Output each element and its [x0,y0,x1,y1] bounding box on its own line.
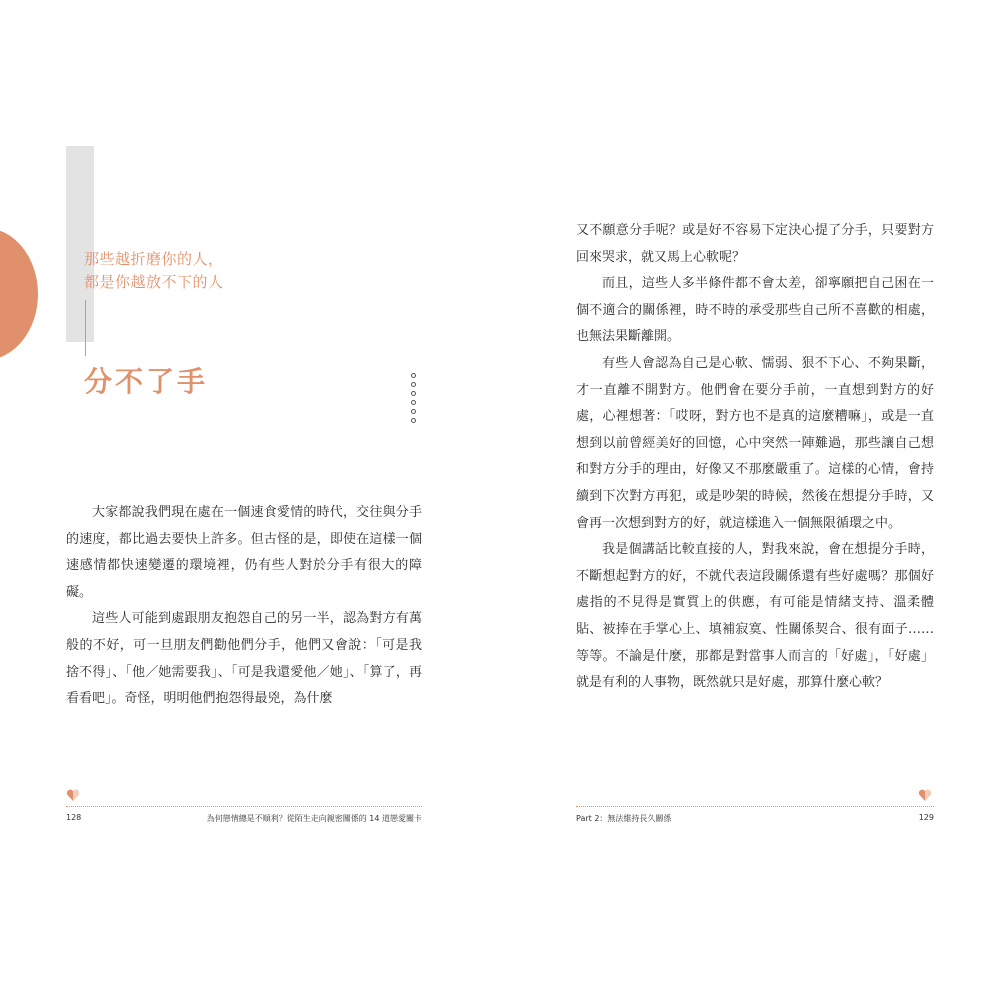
page-number: 129 [918,813,934,822]
paragraph: 而且，這些人多半條件都不會太差，卻寧願把自己困在一個不適合的關係裡，時不時的承受那些自己所不喜歡的相處，也無法果斷離開。 [576,276,934,345]
quote-line: 那些越折磨你的人， [84,250,224,268]
decorative-circle [0,228,38,360]
footer-rule [66,806,422,807]
heart-icon [918,788,932,802]
running-title: Part 2：無法維持長久關係 [576,814,672,823]
paragraph: 又不願意分手呢？或是好不容易下定決心提了分手，只要對方回來哭求，就又馬上心軟呢？ [576,223,934,265]
heart-icon [66,788,80,802]
paragraph: 這些人可能到處跟朋友抱怨自己的另一半，認為對方有萬般的不好，可一旦朋友們勸他們分手，他們又會說：「可是我捨不得」、「他／她需要我」、「可是我還愛他／她」、「算了，再看看吧」。奇怪，明明他們抱怨得最兇，為什麼 [66,611,422,707]
page-number: 128 [66,813,82,822]
running-title: 為何戀情總是不順利？從陌生走向親密關係的 14 道戀愛關卡 [206,814,422,823]
chapter-title: 分不了手 [84,365,209,398]
paragraph: 我是個講話比較直接的人，對我來說，會在想提分手時，不斷想起對方的好，不就代表這段關係還有些好處嗎？那個好處指的不見得是實質上的供應，有可能是情緒支持、溫柔體貼、被捧在手掌心上、填補寂寞、性關係契合、很有面子……等等。不論是什麼，那都是對當事人而言的「好處」，「好處」就是有利的人事物，既然就只是好處，那算什麼心軟？ [576,542,934,691]
decorative-vertical-rule [85,300,86,356]
left-body-text [66,500,422,713]
quote-line: 都是你越放不下的人 [84,273,224,291]
right-body-text [576,218,934,697]
paragraph: 有些人會認為自己是心軟、懦弱、狠不下心、不夠果斷，才一直離不開對方。他們會在要分手前，一直想到對方的好處，心裡想著：「哎呀，對方也不是真的這麼糟嘛」，或是一直想到以前曾經美好的回憶，心中突然一陣難過，那些讓自己想和對方分手的理由，好像又不那麼嚴重了。這樣的心情，會持續到下次對方再犯，或是吵架的時候，然後在想提分手時，又會再一次想到對方的好，就這樣進入一個無限循環之中。 [576,355,934,531]
decorative-gray-bar [66,146,94,342]
chapter-quote [84,248,304,294]
dots-icon [411,373,419,427]
paragraph: 大家都說我們現在處在一個速食愛情的時代，交往與分手的速度，都比過去要快上許多。但古怪的是，即使在這樣一個速感情都快速變遷的環境裡，仍有些人對於分手有很大的障礙。 [66,505,422,600]
footer-rule [576,806,934,807]
